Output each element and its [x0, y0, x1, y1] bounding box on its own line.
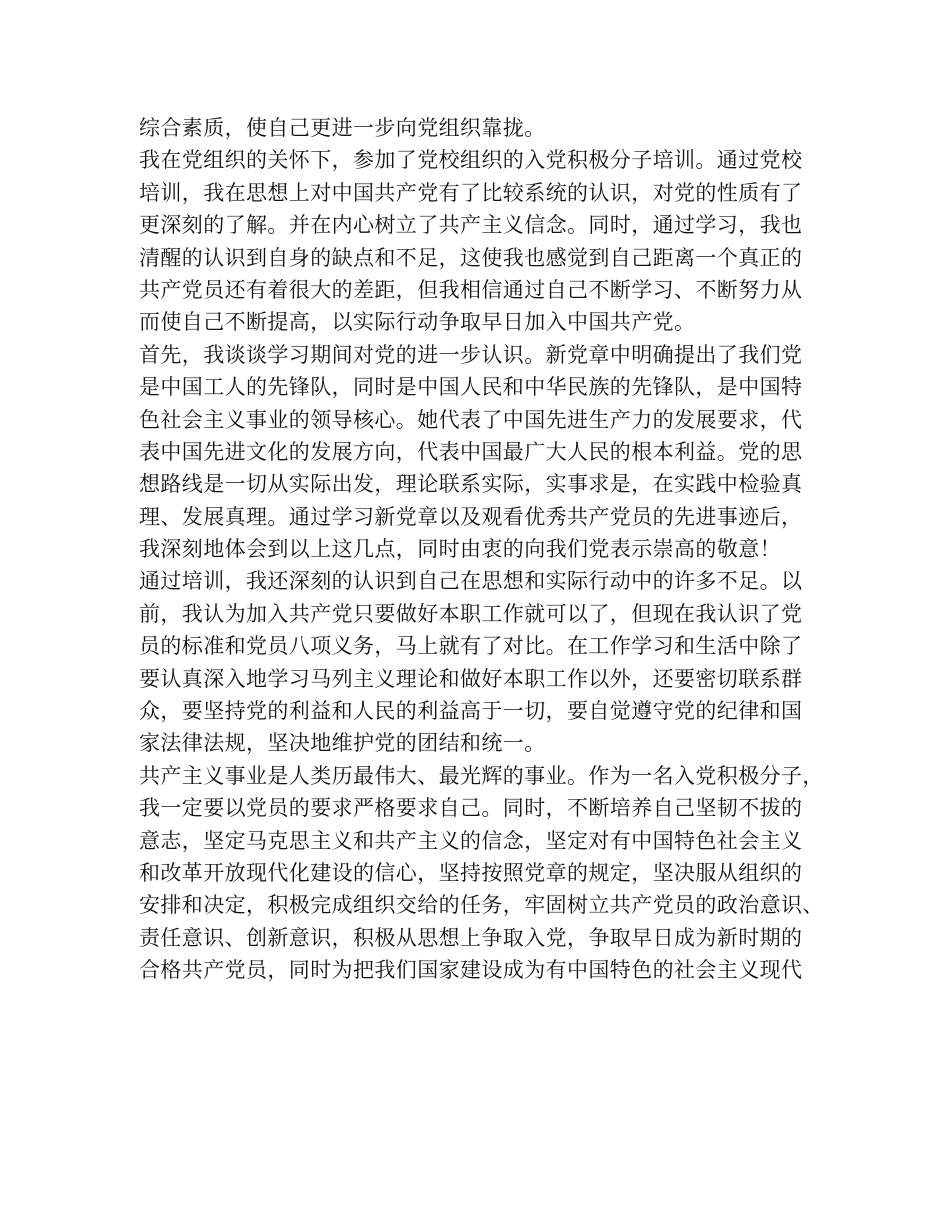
text-line: 更深刻的了解。并在内心树立了共产主义信念。同时，通过学习，我也: [139, 213, 803, 238]
text-line: 共产主义事业是人类历最伟大、最光辉的事业。作为一名入党积极分子，: [139, 763, 824, 788]
document-body-text: [139, 112, 839, 987]
text-line: 前，我认为加入共产党只要做好本职工作就可以了，但现在我认识了党: [139, 601, 803, 626]
text-line: 众，要坚持党的利益和人民的利益高于一切，要自觉遵守党的纪律和国: [139, 699, 803, 724]
text-line: 而使自己不断提高，以实际行动争取早日加入中国共产党。: [139, 310, 696, 335]
text-line: 是中国工人的先锋队，同时是中国人民和中华民族的先锋队，是中国特: [139, 375, 803, 400]
text-line: 要认真深入地学习马列主义理论和做好本职工作以外，还要密切联系群: [139, 666, 803, 691]
text-line: 我在党组织的关怀下，参加了党校组织的入党积极分子培训。通过党校: [139, 148, 803, 173]
text-line: 想路线是一切从实际出发，理论联系实际，实事求是，在实践中检验真: [139, 472, 803, 497]
text-line: 责任意识、创新意识，积极从思想上争取入党，争取早日成为新时期的: [139, 925, 803, 950]
text-line: 安排和决定，积极完成组织交给的任务，牢固树立共产党员的政治意识、: [139, 893, 824, 918]
text-line: 色社会主义事业的领导核心。她代表了中国先进生产力的发展要求，代: [139, 407, 803, 432]
text-line: 我深刻地体会到以上这几点，同时由衷的向我们党表示崇高的敬意！: [139, 537, 781, 562]
text-line: 合格共产党员，同时为把我们国家建设成为有中国特色的社会主义现代: [139, 958, 803, 983]
text-line: 理、发展真理。通过学习新党章以及观看优秀共产党员的先进事迹后，: [139, 504, 803, 529]
text-line: 通过培训，我还深刻的认识到自己在思想和实际行动中的许多不足。以: [139, 569, 803, 594]
text-line: 表中国先进文化的发展方向，代表中国最广大人民的根本利益。党的思: [139, 439, 803, 464]
text-line: 和改革开放现代化建设的信心，坚持按照党章的规定，坚决服从组织的: [139, 860, 803, 885]
text-line: 员的标准和党员八项义务，马上就有了对比。在工作学习和生活中除了: [139, 634, 803, 659]
text-line: 我一定要以党员的要求严格要求自己。同时，不断培养自己坚韧不拔的: [139, 796, 803, 821]
text-line: 清醒的认识到自身的缺点和不足，这使我也感觉到自己距离一个真正的: [139, 245, 803, 270]
text-line: 家法律法规，坚决地维护党的团结和统一。: [139, 731, 546, 756]
text-line: 首先，我谈谈学习期间对党的进一步认识。新党章中明确提出了我们党: [139, 342, 803, 367]
text-line: 共产党员还有着很大的差距，但我相信通过自己不断学习、不断努力从: [139, 277, 803, 302]
text-line: 培训，我在思想上对中国共产党有了比较系统的认识，对党的性质有了: [139, 180, 803, 205]
text-line: 意志，坚定马克思主义和共产主义的信念，坚定对有中国特色社会主义: [139, 828, 803, 853]
text-line: 综合素质，使自己更进一步向党组织靠拢。: [139, 116, 546, 140]
